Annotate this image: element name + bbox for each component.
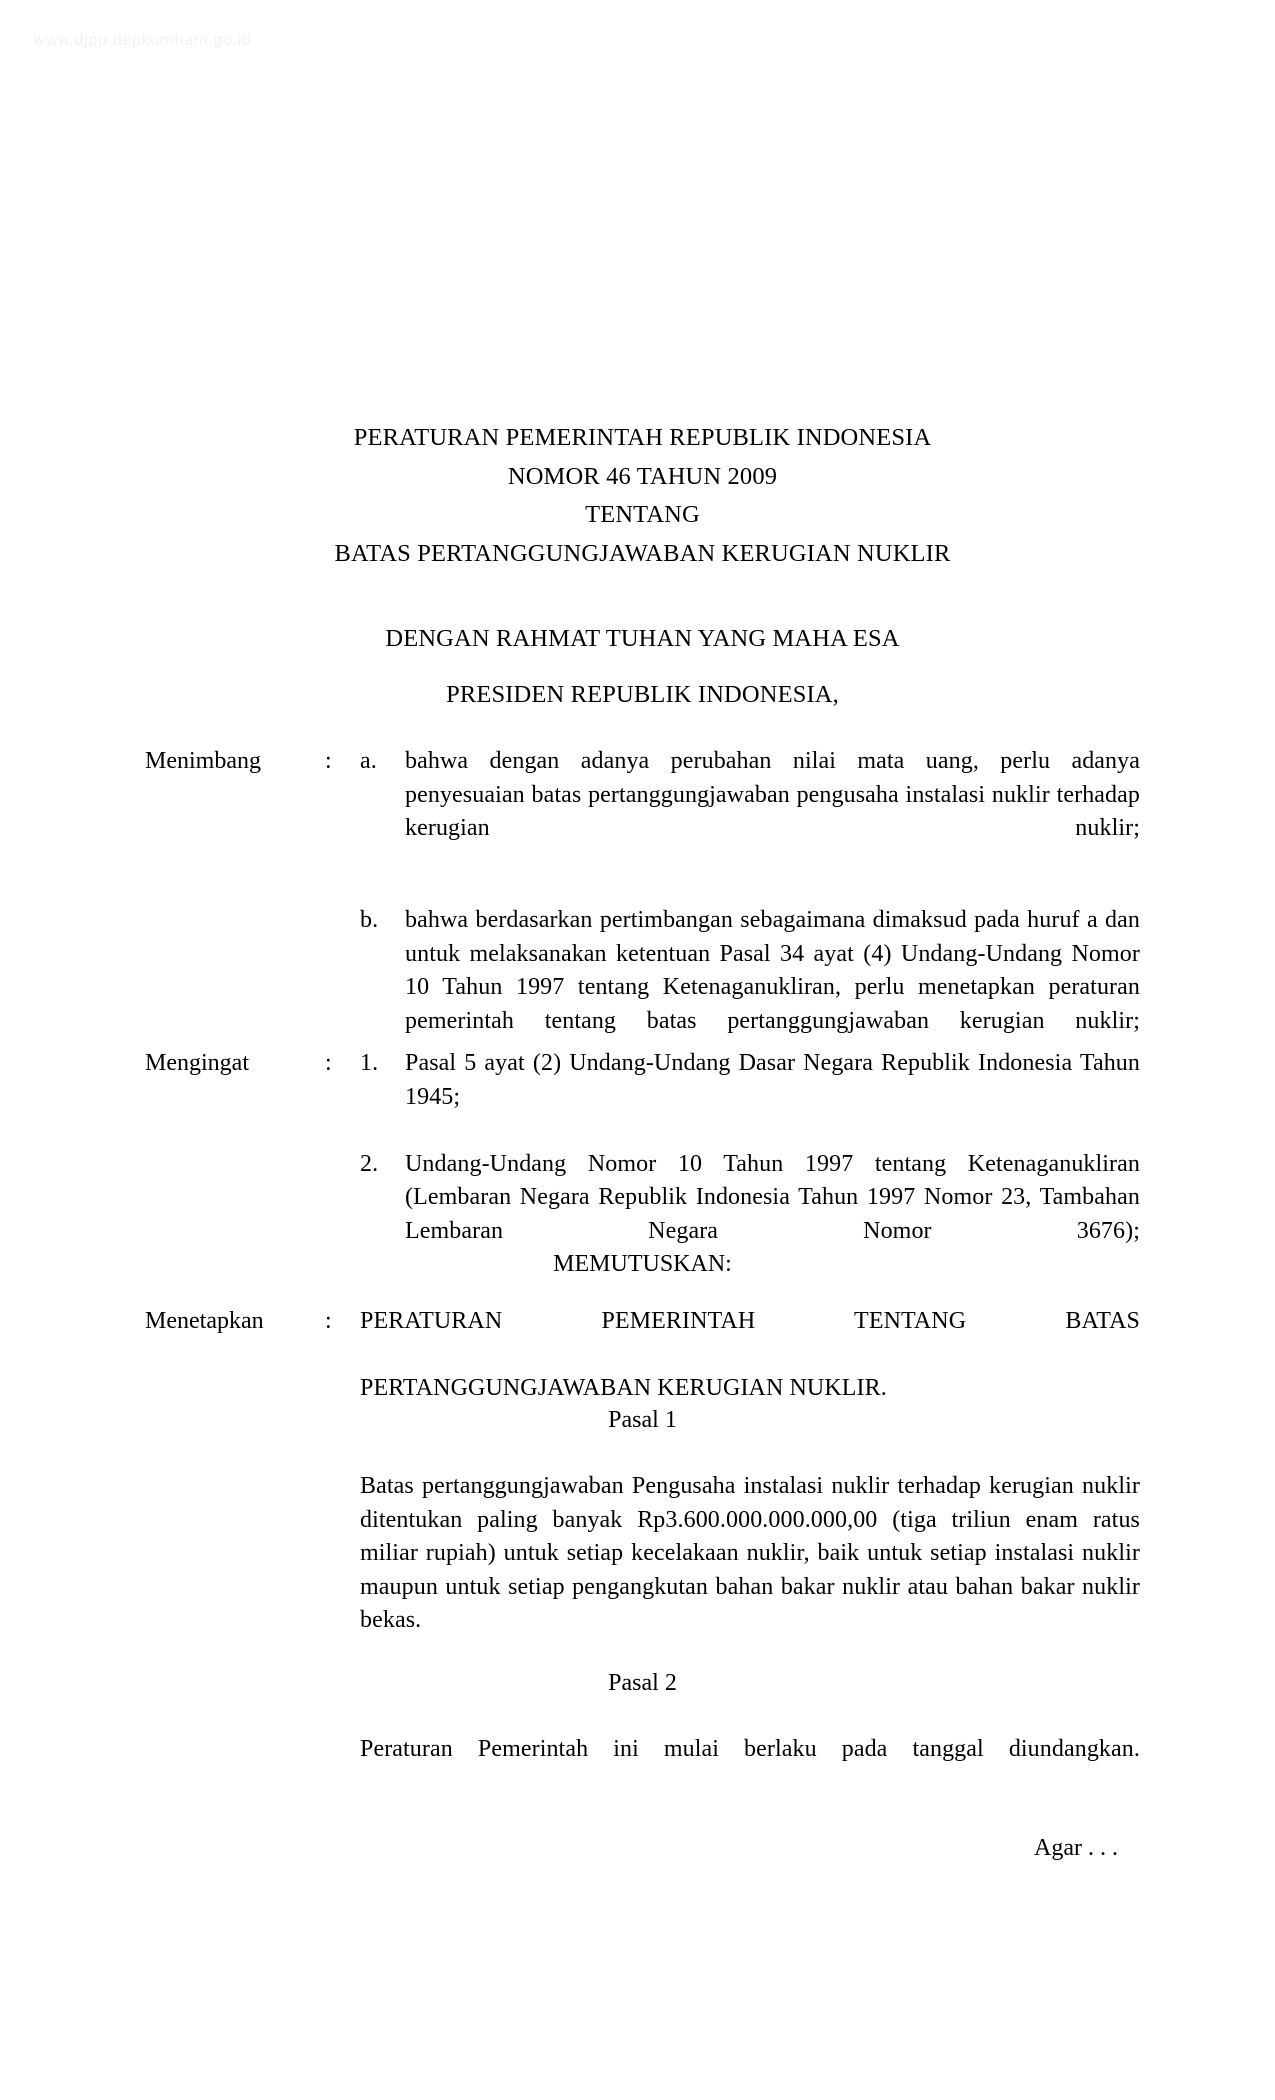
considering-item-a (360, 745, 1140, 879)
title-line-tentang: TENTANG (585, 501, 700, 528)
title-line-regulation: PERATURAN PEMERINTAH REPUBLIK INDONESIA (353, 424, 932, 451)
considering-item-b-marker: b. (360, 907, 379, 933)
issuer-line: PRESIDEN REPUBLIK INDONESIA, (446, 681, 839, 708)
document-preamble-block (145, 625, 1140, 709)
recalling-colon: : (325, 1050, 332, 1076)
considering-colon: : (325, 748, 332, 774)
enacting-line-2: PERTANGGUNGJAWABAN KERUGIAN NUKLIR. (360, 1375, 887, 1401)
considering-item-a-marker: a. (360, 748, 377, 774)
enacting-colon: : (325, 1308, 332, 1334)
continuation-note: Agar . . . (1034, 1835, 1118, 1861)
enacting-line-1: PERATURAN PEMERINTAH TENTANG BATAS (360, 1308, 1140, 1334)
enacting-label: Menetapkan (145, 1308, 264, 1334)
recalling-label: Mengingat (145, 1050, 249, 1076)
decision-heading: MEMUTUSKAN: (553, 1251, 732, 1277)
title-line-number: NOMOR 46 TAHUN 2009 (507, 462, 778, 490)
recalling-items (360, 1047, 1140, 1282)
recalling-item-2-text: Undang-Undang Nomor 10 Tahun 1997 tentang Ketenaganukliran (Lembaran Negara Republik Indonesia Tahun 1997 Nomor 23, Tambahan Lembaran Negara Nomor 3676); (405, 1150, 1140, 1244)
article-1-body: Batas pertanggungjawaban Pengusaha instalasi nuklir terhadap kerugian nuklir ditentukan paling banyak Rp3.600.000.000.000,00 (tiga triliun enam ratus miliar rupiah) untuk setiap kecelakaan nuklir, baik untuk setiap instalasi nuklir maupun untuk setiap pengangkutan bahan bakar nuklir atau bahan bakar nuklir bekas. (360, 1473, 1140, 1633)
considering-item-b-text: bahwa berdasarkan pertimbangan sebagaimana dimaksud pada huruf a dan untuk melaksanakan ketentuan Pasal 34 ayat (4) Undang-Undang Nomor 10 Tahun 1997 tentang Ketenaganukliran, perlu menetapkan peraturan pemerintah tentang batas pertanggungjawaban kerugian nuklir; (405, 907, 1140, 1034)
document-content (145, 0, 1140, 2100)
document-title-block (145, 419, 1140, 573)
enacting-body (360, 1305, 1140, 1406)
considering-items (360, 745, 1140, 1072)
article-1-heading: Pasal 1 (608, 1407, 677, 1433)
recalling-item-1-text: Pasal 5 ayat (2) Undang-Undang Dasar Negara Republik Indonesia Tahun 1945; (405, 1050, 1140, 1110)
site-watermark: www.djpp.depkumham.go.id (33, 31, 252, 49)
article-2-body: Peraturan Pemerintah ini mulai berlaku pada tanggal diundangkan. (360, 1736, 1140, 1762)
title-line-subject: BATAS PERTANGGUNGJAWABAN KERUGIAN NUKLIR (334, 539, 951, 567)
invocation-line: DENGAN RAHMAT TUHAN YANG MAHA ESA (385, 625, 900, 652)
article-2-heading: Pasal 2 (608, 1670, 677, 1696)
recalling-item-2-marker: 2. (360, 1150, 379, 1177)
recalling-item-1 (360, 1047, 1140, 1148)
preamble-spacer (145, 653, 1140, 681)
considering-label: Menimbang (145, 748, 261, 774)
considering-item-a-text: bahwa dengan adanya perubahan nilai mata uang, perlu adanya penyesuaian batas pertanggungjawaban pengusaha instalasi nuklir terhadap kerugian nuklir; (405, 748, 1140, 841)
recalling-item-1-marker: 1. (360, 1050, 379, 1076)
